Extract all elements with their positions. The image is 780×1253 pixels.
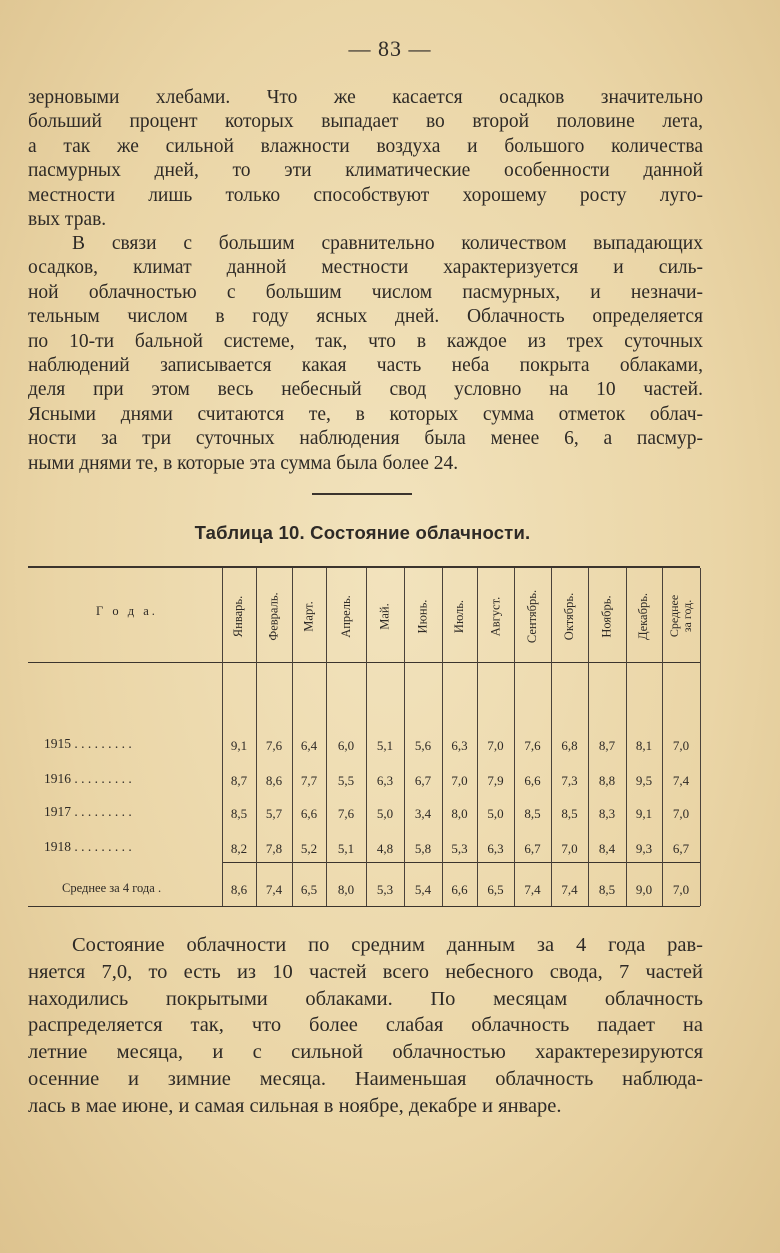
paragraph-line: по 10-ти бальной системе, так, что в каждое из трех суточных bbox=[28, 330, 703, 352]
table-header-rule bbox=[28, 662, 700, 663]
table-cell: 5,5 bbox=[337, 773, 355, 788]
table-cell: 8,5 bbox=[561, 806, 578, 821]
average-cell: 8,0 bbox=[337, 882, 355, 897]
table-cell: 6,3 bbox=[451, 738, 468, 753]
average-cell: 7,4 bbox=[561, 882, 578, 897]
month-header-label: Январь. bbox=[231, 595, 246, 637]
table-cell: 7,7 bbox=[300, 773, 318, 788]
average-header bbox=[662, 572, 700, 660]
paragraph-line: ности за три суточных наблюдения была менее 6, а пасмур- bbox=[28, 428, 703, 450]
month-header bbox=[404, 572, 442, 660]
average-cell: 5,4 bbox=[414, 882, 432, 897]
table-cell: 6,3 bbox=[487, 841, 504, 856]
table-cell: 6,3 bbox=[376, 773, 394, 788]
table-cell: 8,1 bbox=[635, 738, 653, 753]
average-row-label: Среднее за 4 года . bbox=[62, 881, 162, 895]
table-cell: 8,7 bbox=[230, 773, 248, 788]
month-header-label: Декабрь. bbox=[636, 592, 651, 640]
paragraph-line: ной облачностью с большим числом пасмурных, и незначи- bbox=[28, 281, 703, 303]
average-cell: 8,5 bbox=[598, 882, 616, 897]
table-cell: 8,5 bbox=[524, 806, 541, 821]
table-cell: 6,6 bbox=[300, 806, 318, 821]
table-cell: 5,7 bbox=[265, 806, 283, 821]
paragraph-line: зерновыми хлебами. Что же касается осадков значительно bbox=[28, 87, 703, 108]
paragraph-line: ными днями те, в которые эта сумма была более 24. bbox=[28, 452, 459, 474]
month-header-label: Апрель. bbox=[338, 594, 353, 638]
average-cell: 7,4 bbox=[524, 882, 541, 897]
paragraph-line: лась в мае июне, и самая сильная в ноябре, декабре и январе. bbox=[28, 1094, 562, 1117]
table-cell: 8,3 bbox=[598, 806, 616, 821]
paragraph-line: вых трав. bbox=[28, 209, 107, 231]
month-header-label: Октябрь. bbox=[562, 592, 577, 640]
year-label: 1918 . . . . . . . . . bbox=[44, 839, 132, 854]
paragraph-line: осенние и зимние месяца. Наименьшая облачность наблюда- bbox=[28, 1067, 703, 1090]
table-cell: 6,0 bbox=[337, 738, 355, 753]
table-cell: 7,0 bbox=[672, 738, 690, 753]
table-cell: 7,6 bbox=[265, 738, 283, 753]
table-cell: 6,8 bbox=[561, 738, 578, 753]
month-header bbox=[551, 572, 588, 660]
paragraph-line: местности лишь только способствуют хорошему росту луго- bbox=[28, 184, 703, 206]
month-header-label: Август. bbox=[488, 596, 503, 636]
table-cell: 8,2 bbox=[230, 841, 248, 856]
table-cell: 5,1 bbox=[376, 738, 394, 753]
month-header bbox=[326, 572, 366, 660]
paragraph-line: Ясными днями считаются те, в которых сумма отметок облач- bbox=[28, 403, 703, 425]
average-cell: 8,6 bbox=[230, 882, 248, 897]
table-cell: 5,6 bbox=[414, 738, 432, 753]
average-cell: 6,6 bbox=[451, 882, 468, 897]
paragraph-line: няется 7,0, то есть из 10 частей всего небесного свода, 7 частей bbox=[28, 960, 703, 983]
table-cell: 5,1 bbox=[337, 841, 355, 856]
paragraph-line: больший процент которых выпадает во второй половине лета, bbox=[28, 111, 703, 133]
paragraph-line: летние месяца, и с сильной облачностью характерезируются bbox=[28, 1041, 703, 1064]
month-header bbox=[256, 572, 292, 660]
table-cell: 9,3 bbox=[635, 841, 653, 856]
average-cell: 7,4 bbox=[265, 882, 283, 897]
table-bottom-rule bbox=[28, 906, 700, 907]
month-header bbox=[588, 572, 626, 660]
month-header-label: Февраль. bbox=[266, 591, 281, 641]
table-cell: 3,4 bbox=[414, 806, 432, 821]
table-cell: 7,8 bbox=[265, 841, 283, 856]
paragraph-line: тельным числом в году ясных дней. Облачность определяется bbox=[28, 306, 703, 328]
month-header-label: Июнь. bbox=[415, 599, 430, 633]
table-cell: 7,4 bbox=[672, 773, 690, 788]
table-average-rule bbox=[222, 862, 700, 863]
table-cell: 8,7 bbox=[598, 738, 616, 753]
table-cell: 7,6 bbox=[337, 806, 355, 821]
month-header bbox=[366, 572, 404, 660]
table-cell: 8,0 bbox=[451, 806, 468, 821]
table-cell: 6,4 bbox=[300, 738, 318, 753]
table-cell: 5,0 bbox=[376, 806, 394, 821]
table-title: Таблица 10. Состояние облачности. bbox=[194, 522, 531, 543]
table-cell: 6,7 bbox=[672, 841, 690, 856]
table-cell: 5,3 bbox=[451, 841, 468, 856]
table-cell: 5,0 bbox=[487, 806, 504, 821]
years-column-header: Г о д а. bbox=[96, 604, 158, 618]
page-number: — 83 — bbox=[348, 36, 432, 61]
table-cell: 9,5 bbox=[635, 773, 653, 788]
month-header-label: Март. bbox=[301, 600, 316, 632]
month-header-label: Ноябрь. bbox=[599, 594, 614, 638]
table-cell: 7,6 bbox=[524, 738, 541, 753]
month-header bbox=[222, 572, 256, 660]
paragraph-line: наблюдений записывается какая часть неба покрыта облаками, bbox=[28, 355, 703, 377]
table-cell: 9,1 bbox=[230, 738, 248, 753]
paragraph-line: Состояние облачности по средним данным за 4 года рав- bbox=[72, 934, 703, 956]
table-cell: 6,7 bbox=[524, 841, 541, 856]
table-cell: 8,5 bbox=[230, 806, 248, 821]
table-cell: 9,1 bbox=[635, 806, 653, 821]
month-header bbox=[626, 572, 662, 660]
table-cell: 6,7 bbox=[414, 773, 432, 788]
month-header bbox=[477, 572, 514, 660]
paragraph-line: находились покрытыми облаками. По месяцам облачность bbox=[28, 987, 703, 1010]
average-cell: 9,0 bbox=[635, 882, 653, 897]
paragraph-3 bbox=[28, 932, 703, 1120]
table-top-rule bbox=[28, 566, 700, 568]
month-header bbox=[292, 572, 326, 660]
year-label: 1915 . . . . . . . . . bbox=[44, 736, 132, 751]
year-label: 1917 . . . . . . . . . bbox=[44, 804, 132, 819]
table-cell: 5,2 bbox=[300, 841, 318, 856]
month-header bbox=[442, 572, 477, 660]
paragraph-line: осадков, климат данной местности характеризуется и силь- bbox=[28, 257, 703, 279]
table-cell: 7,3 bbox=[561, 773, 578, 788]
month-header bbox=[514, 572, 551, 660]
month-header-label: Сентябрь. bbox=[525, 589, 539, 643]
table-cell: 7,0 bbox=[451, 773, 468, 788]
paragraph-line: В связи с большим сравнительно количеством выпадающих bbox=[72, 233, 703, 254]
average-cell: 7,0 bbox=[672, 882, 690, 897]
paragraph-line: пасмурных дней, то эти климатические особенности данной bbox=[28, 160, 703, 182]
average-header-label: Среднее за год. bbox=[667, 594, 695, 638]
average-cell: 6,5 bbox=[487, 882, 504, 897]
table-cell: 4,8 bbox=[376, 841, 394, 856]
month-header-label: Июль. bbox=[452, 599, 466, 633]
table-cell: 5,8 bbox=[414, 841, 432, 856]
paragraph-line: а так же сильной влажности воздуха и большого количества bbox=[28, 135, 703, 157]
table-cell: 8,8 bbox=[598, 773, 616, 788]
table-cell: 7,9 bbox=[487, 773, 504, 788]
table-cell: 6,6 bbox=[524, 773, 541, 788]
paragraph-line: деля при этом весь небесный свод условно на 10 частей. bbox=[28, 379, 703, 401]
average-cell: 6,5 bbox=[300, 882, 318, 897]
paragraph-line: распределяется так, что более слабая облачность падает на bbox=[28, 1014, 703, 1037]
table-column-rule bbox=[700, 568, 701, 906]
table-cell: 7,0 bbox=[487, 738, 504, 753]
table-cell: 8,6 bbox=[265, 773, 283, 788]
table-cell: 7,0 bbox=[672, 806, 690, 821]
table-cell: 8,4 bbox=[598, 841, 616, 856]
year-label: 1916 . . . . . . . . . bbox=[44, 771, 132, 786]
month-header-label: Май. bbox=[377, 602, 392, 630]
average-cell: 5,3 bbox=[376, 882, 394, 897]
table-cell: 7,0 bbox=[561, 841, 578, 856]
